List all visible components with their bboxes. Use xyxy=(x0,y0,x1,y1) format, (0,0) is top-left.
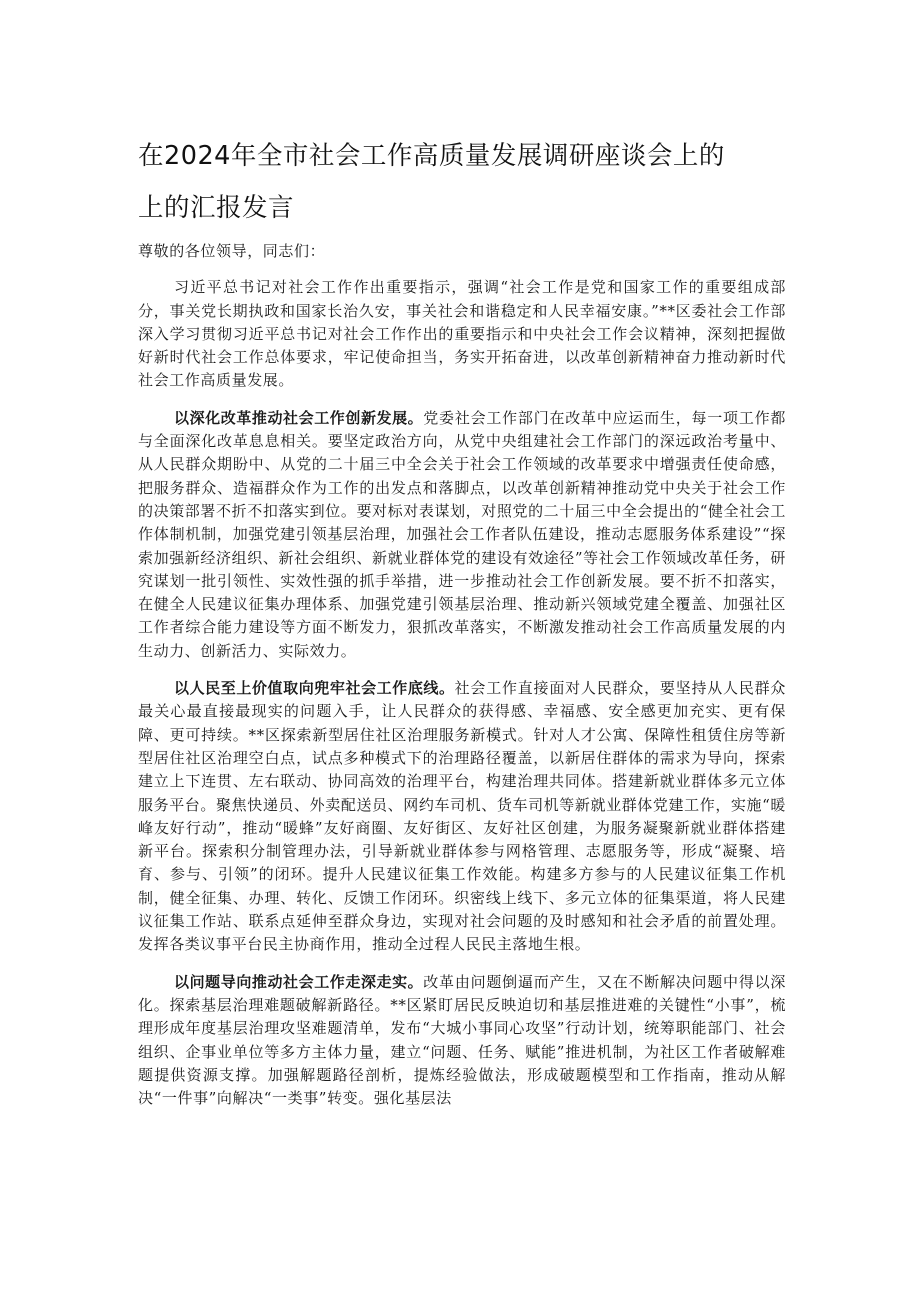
title-line-2: 上的汇报发言 xyxy=(138,193,295,223)
section-body-2: 社会工作直接面对人民群众，要坚持从人民群众最关心最直接最现实的问题入手，让人民群众的获得感、幸福感、安全感更加充实、更有保障、更可持续。**区探索新型居住社区治理服务新模式。针对人才公寓、保障性租赁住房等新型居住社区治理空白点，试点多种模式下的治理路径覆盖，以新居住群体的需求为导向，探索建立上下连贯、左右联动、协同高效的治理平台，构建治理共同体。搭建新就业群体多元立体服务平台。聚焦快递员、外卖配送员、网约车司机、货车司机等新就业群体党建工作，实施“暖峰友好行动”，推动“暖蜂”友好商圈、友好街区、友好社区创建，为服务凝聚新就业群体搭建新平台。探索积分制管理办法，引导新就业群体参与网格管理、志愿服务等，形成“凝聚、培育、参与、引领”的闭环。提升人民建议征集工作效能。构建多方参与的人民建议征集工作机制，健全征集、办理、转化、反馈工作闭环。织密线上线下、多元立体的征集渠道，将人民建议征集工作站、联系点延伸至群众身边，实现对社会问题的及时感知和社会矛盾的前置处理。发挥各类议事平台民主协商作用，推动全过程人民民主落地生根。 xyxy=(138,679,786,954)
document-page xyxy=(138,130,786,1124)
salutation: 尊敬的各位领导，同志们： xyxy=(138,242,326,260)
title-line-1: 在2024年全市社会工作高质量发展调研座谈会上的 xyxy=(138,141,725,171)
intro-paragraph: 习近平总书记对社会工作作出重要指示，强调“社会工作是党和国家工作的重要组成部分，事关党长期执政和国家长治久安，事关社会和谐稳定和人民幸福安康。”**区委社会工作部深入学习贯彻习近平总书记对社会工作作出的重要指示和中央社会工作会议精神，深刻把握做好新时代社会工作总体要求，牢记使命担当，务实开拓奋进，以改革创新精神奋力推动新时代社会工作高质量发展。 xyxy=(138,278,786,390)
section-paragraph-2 xyxy=(138,677,786,957)
section-paragraph-3 xyxy=(138,971,786,1111)
document-title xyxy=(138,130,786,234)
section-body-3: 改革由问题倒逼而产生，又在不断解决问题中得以深化。探索基层治理难题破解新路径。**区紧盯居民反映迫切和基层推进难的关键性“小事”，梳理形成年度基层治理攻坚难题清单，发布“大城小事同心攻坚”行动计划，统筹职能部门、社会组织、企事业单位等多方主体力量，建立“问题、任务、赋能”推进机制，为社区工作者破解难题提供资源支撑。加强解题路径剖析，提炼经验做法，形成破题模型和工作指南，推动从解决“一件事”向解决“一类事”转变。强化基层法 xyxy=(138,972,786,1108)
section-lead-3: 以问题导向推动社会工作走深走实。 xyxy=(174,972,424,991)
section-body-1: 党委社会工作部门在改革中应运而生，每一项工作都与全面深化改革息息相关。要坚定政治方向，从党中央组建社会工作部门的深远政治考量中、从人民群众期盼中、从党的二十届三中全会关于社会工作领域的改革要求中增强责任使命感，把服务群众、造福群众作为工作的出发点和落脚点，以改革创新精神推动党中央关于社会工作的决策部署不折不扣落实到位。要对标对表谋划，对照党的二十届三中全会提出的“健全社会工作体制机制，加强党建引领基层治理，加强社会工作者队伍建设，推动志愿服务体系建设”“探索加强新经济组织、新社会组织、新就业群体党的建设有效途径”等社会工作领域改革任务，研究谋划一批引领性、实效性强的抓手举措，进一步推动社会工作创新发展。要不折不扣落实，在健全人民建议征集办理体系、加强党建引领基层治理、推动新兴领域党建全覆盖、加强社区工作者综合能力建设等方面不断发力，狠抓改革落实，不断激发推动社会工作高质量发展的内生动力、创新活力、实际效力。 xyxy=(138,408,786,660)
section-lead-1: 以深化改革推动社会工作创新发展。 xyxy=(174,408,424,427)
section-lead-2: 以人民至上价值取向兜牢社会工作底线。 xyxy=(174,679,455,698)
section-paragraph-1 xyxy=(138,407,786,663)
